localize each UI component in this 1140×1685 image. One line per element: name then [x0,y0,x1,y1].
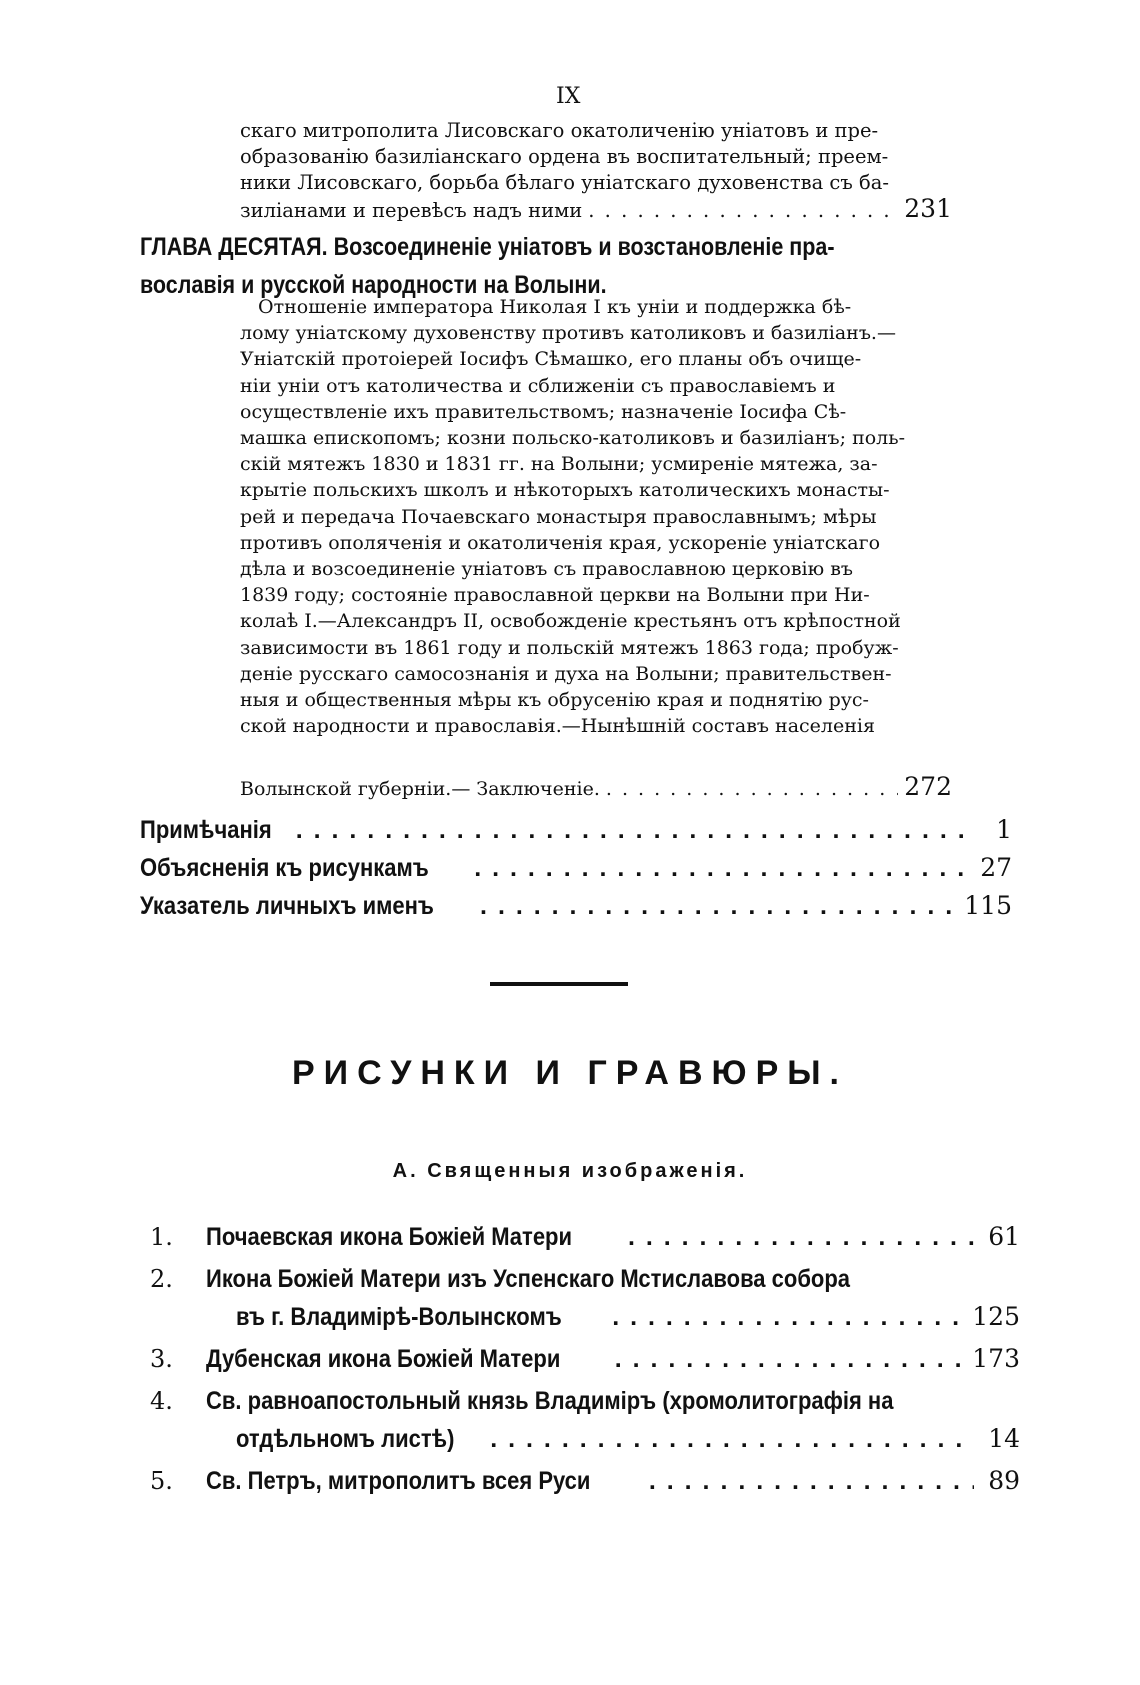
figure-title: отдѣльномъ листѣ) [236,1425,455,1453]
figure-line [206,1462,1020,1500]
leader-dots [490,1420,974,1458]
chapter-heading-line: ГЛАВА ДЕСЯТАЯ. Возсоединеніе уніатовъ и возстановленіе пра- [140,233,835,261]
leader-dots [606,776,898,802]
figure-number: 3. [150,1345,173,1373]
summary-line: зависимости въ 1861 году и польскій мятежъ 1863 года; пробуж- [240,636,899,659]
continued-entry [240,118,960,196]
figure-line [206,1298,1020,1336]
chapter-ten-summary [240,294,960,739]
summary-line: осуществленіе ихъ правительствомъ; назначеніе Іосифа Сѣ- [240,400,847,423]
toc-entry-notes [140,812,1012,848]
figure-item [150,1218,1020,1256]
figure-title: въ г. Владимірѣ-Волынскомъ [236,1303,562,1331]
figure-number: 2. [150,1265,173,1293]
figure-title: Почаевская икона Божіей Матери [206,1223,573,1251]
toc-entry-figure-notes [140,850,1012,886]
summary-line: дѣла и возсоединеніе уніатовъ съ православною церковію въ [240,558,853,581]
section-title: РИСУНКИ И ГРАВЮРЫ. [292,1054,848,1092]
summary-line: ской народности и православія.—Нынѣшній составъ населенія [240,715,875,738]
leader-dots [480,888,958,924]
continued-entry-line: ники Лисовскаго, борьба бѣлаго уніатскаго духовенства съ ба- [240,171,889,194]
chapter-ten-last-line [240,774,952,802]
figure-item [150,1260,1020,1336]
leader-dots [649,1462,974,1500]
toc-entry-label: Указатель личныхъ именъ [140,892,434,920]
figure-number: 5. [150,1467,173,1495]
summary-line: Уніатскій протоіерей Іосифъ Сѣмашко, его планы объ очище- [240,348,862,371]
summary-line: скій мятежъ 1830 и 1831 гг. на Волыни; усмиреніе мятежа, за- [240,453,878,476]
figure-number: 1. [150,1223,173,1251]
page-ref: 173 [972,1344,1020,1373]
page-ref: 231 [904,194,952,223]
leader-dots [588,198,898,224]
summary-line: крытіе польскихъ школъ и нѣкоторыхъ католическихъ монасты- [240,479,890,502]
page-ref: 272 [904,772,952,801]
summary-line: ніи уніи отъ католичества и сближеніи съ православіемъ и [240,374,836,397]
summary-line: 1839 году; состояніе православной церкви на Волыни при Ни- [240,584,870,607]
summary-line: деніе русскаго самосознанія и духа на Волыни; правительствен- [240,662,892,685]
page-ref: 115 [964,891,1012,920]
summary-line: колаѣ I.—Александръ II, освобожденіе крестьянъ отъ крѣпостной [240,610,901,633]
leader-dots [474,850,966,886]
figure-title: Дубенская икона Божіей Матери [206,1345,561,1373]
figure-title: Св. Петръ, митрополитъ всея Руси [206,1467,591,1495]
figure-list [150,1218,1020,1504]
continued-entry-line: образованію базиліанскаго ордена въ воспитательный; преем- [240,145,889,168]
page-ref: 14 [988,1424,1020,1453]
toc-entry-label: Объясненія къ рисункамъ [140,854,429,882]
figure-item [150,1382,1020,1458]
page-number: IX [556,84,581,109]
leader-dots [612,1298,966,1336]
chapter-ten-heading [140,228,854,304]
chapter-heading-line: вославія и русской народности на Волыни. [140,271,607,299]
summary-line: Волынской губерніи.— Заключеніе. [240,778,600,800]
summary-line: лому уніатскому духовенству противъ католиковъ и базиліанъ.— [240,322,896,345]
summary-line: Отношеніе императора Николая I къ уніи и поддержка бѣ- [258,296,852,318]
figure-line [206,1340,1020,1378]
figure-line [206,1420,1020,1458]
toc-entry-label: Примѣчанія [140,816,272,844]
summary-line: рей и передача Почаевскаго монастыря православнымъ; мѣры [240,505,877,528]
subsection-title: А. Священныя изображенія. [392,1160,748,1182]
figure-title-line1: Св. равноапостольный князь Владиміръ (хромолитографія на [206,1387,894,1415]
figure-number: 4. [150,1387,173,1415]
leader-dots [615,1340,967,1378]
summary-line: противъ ополяченія и окатоличенія края, ускореніе уніатскаго [240,531,881,554]
figure-line [206,1218,1020,1256]
toc-entry-name-index [140,888,1012,924]
figure-item [150,1462,1020,1500]
figure-item [150,1340,1020,1378]
continued-entry-line: скаго митрополита Лисовскаго окатоличенію уніатовъ и пре- [240,119,879,142]
continued-entry-line: зиліанами и перевѣсъ надъ ними [240,199,583,222]
leader-dots [296,812,966,848]
page-ref: 125 [972,1302,1020,1331]
continued-entry-last-line [240,196,952,224]
page-ref: 27 [980,853,1012,882]
summary-line: ныя и общественныя мѣры къ обрусенію края и поднятію рус- [240,689,869,712]
summary-line: машка епископомъ; козни польско-католиковъ и базиліанъ; поль- [240,427,906,450]
page-ref: 1 [996,815,1012,844]
leader-dots [628,1218,974,1256]
page-ref: 61 [988,1222,1020,1251]
figure-title-line1: Икона Божіей Матери изъ Успенскаго Мстиславова собора [206,1265,851,1293]
page-ref: 89 [988,1466,1020,1495]
section-divider [490,982,628,986]
